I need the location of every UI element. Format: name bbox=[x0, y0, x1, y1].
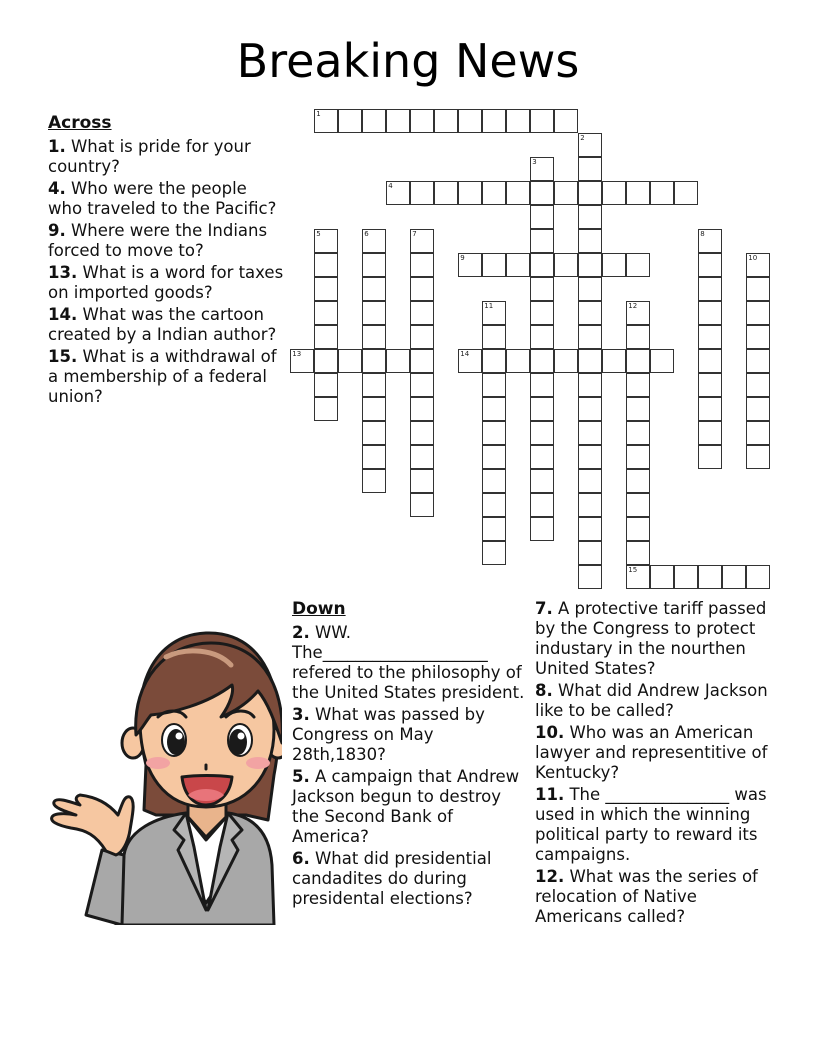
grid-cell[interactable] bbox=[698, 397, 722, 421]
grid-cell[interactable] bbox=[362, 253, 386, 277]
grid-cell[interactable] bbox=[626, 493, 650, 517]
grid-cell[interactable] bbox=[578, 493, 602, 517]
grid-cell[interactable] bbox=[698, 325, 722, 349]
cell-number: 4 bbox=[388, 182, 393, 191]
grid-cell[interactable] bbox=[482, 301, 506, 325]
grid-cell[interactable] bbox=[506, 181, 530, 205]
grid-cell[interactable] bbox=[314, 229, 338, 253]
cell-number: 10 bbox=[748, 254, 758, 263]
grid-cell[interactable] bbox=[698, 277, 722, 301]
grid-cell[interactable] bbox=[410, 181, 434, 205]
grid-cell[interactable] bbox=[362, 277, 386, 301]
grid-cell[interactable] bbox=[386, 349, 410, 373]
grid-cell[interactable] bbox=[410, 277, 434, 301]
grid-cell[interactable] bbox=[410, 301, 434, 325]
grid-cell[interactable] bbox=[530, 277, 554, 301]
across-heading: Across bbox=[48, 113, 112, 133]
cartoon-woman-illustration bbox=[46, 625, 282, 925]
grid-cell[interactable] bbox=[698, 253, 722, 277]
grid-cell[interactable] bbox=[314, 253, 338, 277]
clue-across-9: 9. Where were the Indians forced to move to? bbox=[48, 221, 268, 260]
grid-cell[interactable] bbox=[410, 229, 434, 253]
grid-cell[interactable] bbox=[482, 397, 506, 421]
grid-cell[interactable] bbox=[746, 421, 770, 445]
grid-cell[interactable] bbox=[650, 181, 674, 205]
grid-cell[interactable] bbox=[578, 181, 602, 205]
grid-cell[interactable] bbox=[530, 517, 554, 541]
grid-cell[interactable] bbox=[746, 253, 770, 277]
grid-cell[interactable] bbox=[506, 109, 530, 133]
down-clues-column-2 bbox=[535, 599, 771, 929]
grid-cell[interactable] bbox=[578, 157, 602, 181]
grid-cell[interactable] bbox=[626, 181, 650, 205]
grid-cell[interactable] bbox=[314, 349, 338, 373]
cell-number: 1 bbox=[316, 110, 321, 119]
grid-cell[interactable] bbox=[410, 349, 434, 373]
grid-cell[interactable] bbox=[506, 253, 530, 277]
grid-cell[interactable] bbox=[626, 301, 650, 325]
grid-cell[interactable] bbox=[410, 493, 434, 517]
grid-cell[interactable] bbox=[362, 229, 386, 253]
grid-cell[interactable] bbox=[410, 109, 434, 133]
cell-number: 13 bbox=[292, 350, 302, 359]
clue-down-12: 12. What was the series of relocation of Native Americans called? bbox=[535, 867, 758, 926]
grid-cell[interactable] bbox=[530, 301, 554, 325]
cell-number: 7 bbox=[412, 230, 417, 239]
grid-cell[interactable] bbox=[410, 325, 434, 349]
grid-cell[interactable] bbox=[458, 109, 482, 133]
grid-cell[interactable] bbox=[530, 445, 554, 469]
grid-cell[interactable] bbox=[698, 301, 722, 325]
grid-cell[interactable] bbox=[626, 349, 650, 373]
grid-cell[interactable] bbox=[746, 445, 770, 469]
grid-cell[interactable] bbox=[746, 373, 770, 397]
grid-cell[interactable] bbox=[482, 541, 506, 565]
grid-cell[interactable] bbox=[602, 253, 626, 277]
cell-number: 2 bbox=[580, 134, 585, 143]
grid-cell[interactable] bbox=[578, 397, 602, 421]
grid-cell[interactable] bbox=[530, 421, 554, 445]
grid-cell[interactable] bbox=[626, 397, 650, 421]
clue-down-2: 2. WW. The____________________ refered to the philosophy of the United States president. bbox=[292, 623, 525, 702]
grid-cell[interactable] bbox=[410, 373, 434, 397]
grid-cell[interactable] bbox=[746, 277, 770, 301]
clue-across-13: 13. What is a word for taxes on imported goods? bbox=[48, 263, 284, 302]
grid-cell[interactable] bbox=[626, 445, 650, 469]
grid-cell[interactable] bbox=[578, 325, 602, 349]
grid-cell[interactable] bbox=[482, 253, 506, 277]
cell-number: 14 bbox=[460, 350, 470, 359]
grid-cell[interactable] bbox=[362, 325, 386, 349]
grid-cell[interactable] bbox=[482, 469, 506, 493]
cell-number: 5 bbox=[316, 230, 321, 239]
grid-cell[interactable] bbox=[698, 373, 722, 397]
cell-number: 9 bbox=[460, 254, 465, 263]
grid-cell[interactable] bbox=[746, 349, 770, 373]
grid-cell[interactable] bbox=[410, 469, 434, 493]
grid-cell[interactable] bbox=[482, 445, 506, 469]
grid-cell[interactable] bbox=[674, 181, 698, 205]
grid-cell[interactable] bbox=[626, 373, 650, 397]
grid-cell[interactable] bbox=[578, 349, 602, 373]
grid-cell[interactable] bbox=[530, 397, 554, 421]
grid-cell[interactable] bbox=[530, 493, 554, 517]
grid-cell[interactable] bbox=[530, 349, 554, 373]
grid-cell[interactable] bbox=[554, 349, 578, 373]
grid-cell[interactable] bbox=[650, 565, 674, 589]
grid-cell[interactable] bbox=[338, 349, 362, 373]
grid-cell[interactable] bbox=[578, 469, 602, 493]
grid-cell[interactable] bbox=[434, 181, 458, 205]
grid-cell[interactable] bbox=[434, 109, 458, 133]
grid-cell[interactable] bbox=[386, 181, 410, 205]
grid-cell[interactable] bbox=[314, 301, 338, 325]
grid-cell[interactable] bbox=[578, 445, 602, 469]
grid-cell[interactable] bbox=[482, 325, 506, 349]
grid-cell[interactable] bbox=[362, 397, 386, 421]
grid-cell[interactable] bbox=[746, 565, 770, 589]
grid-cell[interactable] bbox=[458, 181, 482, 205]
grid-cell[interactable] bbox=[362, 421, 386, 445]
clue-down-7: 7. A protective tariff passed by the Congress to protect industary in the nourthen United States? bbox=[535, 599, 767, 678]
grid-cell[interactable] bbox=[626, 421, 650, 445]
grid-cell[interactable] bbox=[482, 493, 506, 517]
grid-cell[interactable] bbox=[650, 349, 674, 373]
grid-cell[interactable] bbox=[506, 349, 530, 373]
clue-across-15: 15. What is a withdrawal of a membership of a federal union? bbox=[48, 347, 277, 406]
grid-cell[interactable] bbox=[530, 253, 554, 277]
clue-down-6: 6. What did presidential candadites do during presidental elections? bbox=[292, 849, 492, 908]
cell-number: 12 bbox=[628, 302, 638, 311]
grid-cell[interactable] bbox=[362, 349, 386, 373]
grid-cell[interactable] bbox=[314, 373, 338, 397]
grid-cell[interactable] bbox=[530, 373, 554, 397]
clue-down-10: 10. Who was an American lawyer and representitive of Kentucky? bbox=[535, 723, 768, 782]
grid-cell[interactable] bbox=[410, 421, 434, 445]
grid-cell[interactable] bbox=[482, 349, 506, 373]
clue-down-8: 8. What did Andrew Jackson like to be called? bbox=[535, 681, 768, 720]
grid-cell[interactable] bbox=[722, 565, 746, 589]
grid-cell[interactable] bbox=[530, 109, 554, 133]
grid-cell[interactable] bbox=[698, 565, 722, 589]
grid-cell[interactable] bbox=[314, 109, 338, 133]
grid-cell[interactable] bbox=[386, 109, 410, 133]
grid-cell[interactable] bbox=[530, 229, 554, 253]
grid-cell[interactable] bbox=[578, 373, 602, 397]
grid-cell[interactable] bbox=[530, 181, 554, 205]
grid-cell[interactable] bbox=[578, 517, 602, 541]
grid-cell[interactable] bbox=[314, 397, 338, 421]
grid-cell[interactable] bbox=[602, 181, 626, 205]
clue-across-4: 4. Who were the people who traveled to the Pacific? bbox=[48, 179, 277, 218]
grid-cell[interactable] bbox=[578, 301, 602, 325]
grid-cell[interactable] bbox=[578, 277, 602, 301]
grid-cell[interactable] bbox=[746, 325, 770, 349]
clue-across-1: 1. What is pride for your country? bbox=[48, 137, 251, 176]
clue-across-14: 14. What was the cartoon created by a Indian author? bbox=[48, 305, 277, 344]
grid-cell[interactable] bbox=[482, 517, 506, 541]
grid-cell[interactable] bbox=[626, 469, 650, 493]
grid-cell[interactable] bbox=[362, 301, 386, 325]
grid-cell[interactable] bbox=[362, 445, 386, 469]
across-clues bbox=[48, 113, 284, 409]
clue-down-3: 3. What was passed by Congress on May 28th,1830? bbox=[292, 705, 485, 764]
grid-cell[interactable] bbox=[458, 253, 482, 277]
grid-cell[interactable] bbox=[698, 421, 722, 445]
grid-cell[interactable] bbox=[410, 445, 434, 469]
grid-cell[interactable] bbox=[482, 181, 506, 205]
grid-cell[interactable] bbox=[530, 469, 554, 493]
puzzle-title: Breaking News bbox=[236, 34, 580, 88]
grid-cell[interactable] bbox=[602, 349, 626, 373]
grid-cell[interactable] bbox=[626, 541, 650, 565]
grid-cell[interactable] bbox=[530, 205, 554, 229]
grid-cell[interactable] bbox=[362, 469, 386, 493]
down-clues-column-1 bbox=[292, 599, 528, 911]
grid-cell[interactable] bbox=[578, 421, 602, 445]
grid-cell[interactable] bbox=[674, 565, 698, 589]
grid-cell[interactable] bbox=[626, 253, 650, 277]
grid-cell[interactable] bbox=[578, 541, 602, 565]
grid-cell[interactable] bbox=[626, 325, 650, 349]
clue-down-5: 5. A campaign that Andrew Jackson begun to destroy the Second Bank of America? bbox=[292, 767, 520, 846]
grid-cell[interactable] bbox=[290, 349, 314, 373]
grid-cell[interactable] bbox=[578, 205, 602, 229]
grid-cell[interactable] bbox=[410, 253, 434, 277]
grid-cell[interactable] bbox=[578, 253, 602, 277]
grid-cell[interactable] bbox=[458, 349, 482, 373]
grid-cell[interactable] bbox=[362, 109, 386, 133]
cell-number: 6 bbox=[364, 230, 369, 239]
grid-cell[interactable] bbox=[626, 565, 650, 589]
cell-number: 11 bbox=[484, 302, 494, 311]
cell-number: 3 bbox=[532, 158, 537, 167]
grid-cell[interactable] bbox=[578, 133, 602, 157]
grid-cell[interactable] bbox=[314, 325, 338, 349]
grid-cell[interactable] bbox=[626, 517, 650, 541]
grid-cell[interactable] bbox=[530, 325, 554, 349]
grid-cell[interactable] bbox=[554, 181, 578, 205]
grid-cell[interactable] bbox=[698, 349, 722, 373]
grid-cell[interactable] bbox=[338, 109, 362, 133]
grid-cell[interactable] bbox=[698, 229, 722, 253]
grid-cell[interactable] bbox=[578, 229, 602, 253]
grid-cell[interactable] bbox=[746, 397, 770, 421]
grid-cell[interactable] bbox=[314, 277, 338, 301]
grid-cell[interactable] bbox=[554, 253, 578, 277]
grid-cell[interactable] bbox=[482, 373, 506, 397]
grid-cell[interactable] bbox=[698, 445, 722, 469]
grid-cell[interactable] bbox=[530, 157, 554, 181]
grid-cell[interactable] bbox=[482, 421, 506, 445]
cell-number: 15 bbox=[628, 566, 638, 575]
grid-cell[interactable] bbox=[746, 301, 770, 325]
grid-cell[interactable] bbox=[578, 565, 602, 589]
down-heading: Down bbox=[292, 599, 346, 619]
grid-cell[interactable] bbox=[410, 397, 434, 421]
clue-down-11: 11. The _______________ was used in which the winning political party to reward its campaigns. bbox=[535, 785, 767, 864]
grid-cell[interactable] bbox=[482, 109, 506, 133]
grid-cell[interactable] bbox=[362, 373, 386, 397]
grid-cell[interactable] bbox=[554, 109, 578, 133]
woman-presenting-icon bbox=[46, 625, 282, 925]
cell-number: 8 bbox=[700, 230, 705, 239]
